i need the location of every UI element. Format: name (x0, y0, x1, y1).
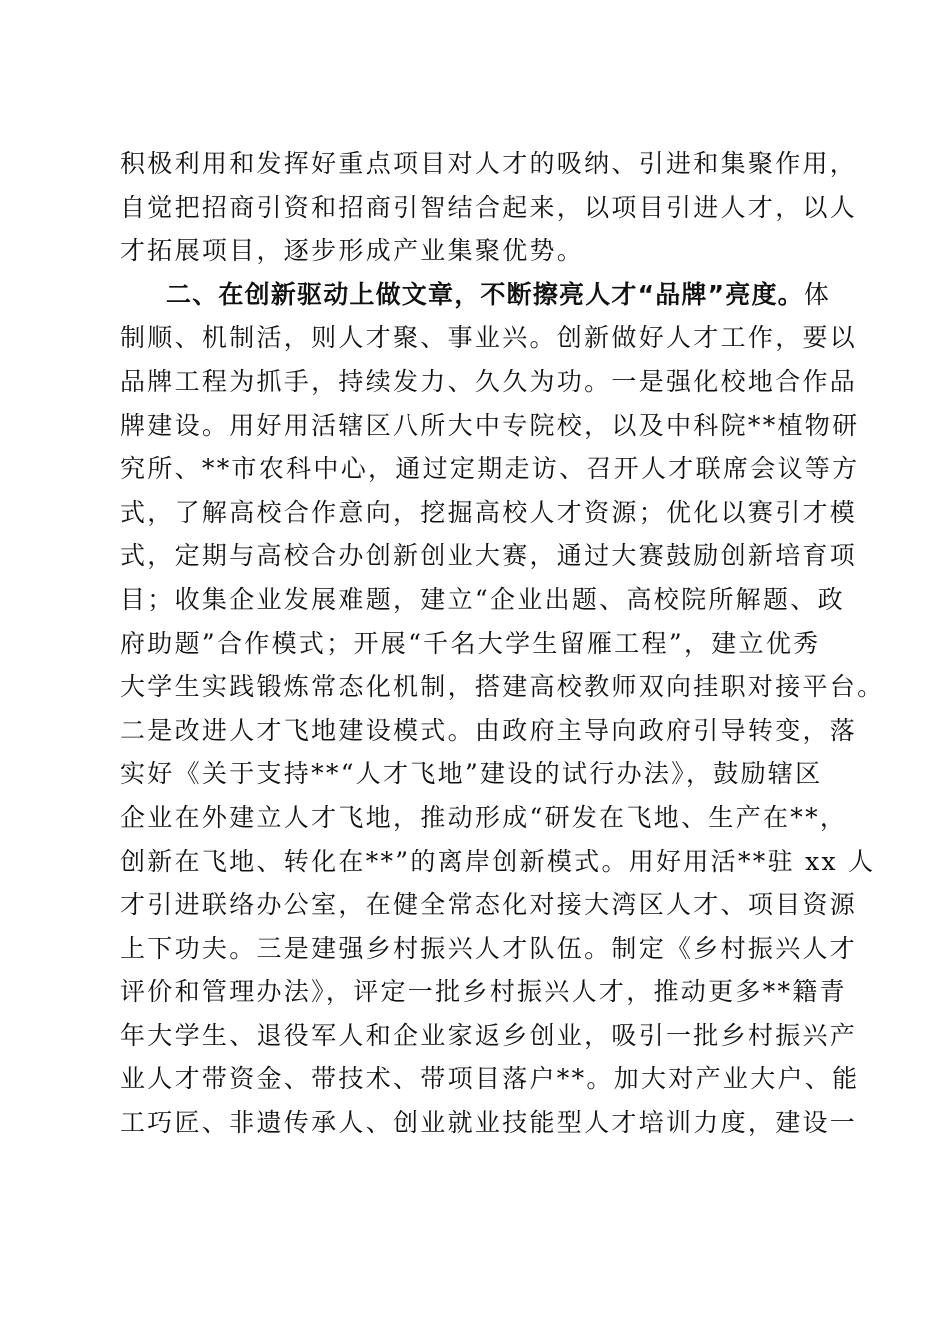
body-line: 企业在外建立人才飞地，推动形成“研发在飞地、生产在**， (120, 802, 848, 832)
body-line: 究所、**市农科中心，通过定期走访、召开人才联席会议等方 (120, 454, 860, 484)
section-first-line-tail: 体 (803, 279, 832, 309)
document-body (120, 142, 885, 1145)
body-line: 工巧匠、非遗传承人、创业就业技能型人才培训力度，建设一 (120, 1108, 858, 1138)
body-line: 二是改进人才飞地建设模式。由政府主导向政府引导转变，落 (120, 715, 858, 745)
intro-line-2: 自觉把招商引资和招商引智结合起来，以项目引进人才，以人 (120, 192, 858, 222)
body-line: 业人才带资金、带技术、带项目落户**。加大对产业大户、能 (120, 1064, 860, 1094)
body-line: 创新在飞地、转化在**”的离岸创新模式。用好用活**驻 xx 人 (120, 846, 876, 876)
body-line: 年大学生、退役军人和企业家返乡创业，吸引一批乡村振兴产 (120, 1020, 858, 1050)
body-line: 制顺、机制活，则人才聚、事业兴。创新做好人才工作，要以 (120, 323, 858, 353)
intro-line-3: 才拓展项目，逐步形成产业集聚优势。 (120, 236, 585, 266)
body-line: 上下功夫。三是建强乡村振兴人才队伍。制定《乡村振兴人才 (120, 933, 858, 963)
body-line: 品牌工程为抓手，持续发力、久久为功。一是强化校地合作品 (120, 366, 858, 396)
body-line: 才引进联络办公室，在健全常态化对接大湾区人才、项目资源 (120, 890, 858, 920)
intro-line-1: 积极利用和发挥好重点项目对人才的吸纳、引进和集聚作用， (120, 149, 858, 178)
body-line: 评价和管理办法》，评定一批乡村振兴人才，推动更多**籍青 (120, 977, 847, 1007)
body-line: 牌建设。用好用活辖区八所大中专院校，以及中科院**植物研 (120, 410, 860, 440)
body-line: 实好《关于支持**“人才飞地”建设的试行办法》，鼓励辖区 (120, 759, 823, 789)
body-line: 府助题”合作模式；开展“千名大学生留雁工程”，建立优秀 (120, 628, 821, 658)
body-line: 大学生实践锻炼常态化机制，搭建高校教师双向挂职对接平台。 (120, 672, 885, 702)
body-line: 式，了解高校合作意向，挖掘高校人才资源；优化以赛引才模 (120, 497, 858, 527)
body-line: 目；收集企业发展难题，建立“企业出题、高校院所解题、政 (120, 584, 845, 614)
section-heading: 二、在创新驱动上做文章，不断擦亮人才“品牌”亮度。 (166, 279, 804, 309)
section-first-line (120, 273, 832, 317)
body-line: 式，定期与高校合办创新创业大赛，通过大赛鼓励创新培育项 (120, 541, 858, 571)
